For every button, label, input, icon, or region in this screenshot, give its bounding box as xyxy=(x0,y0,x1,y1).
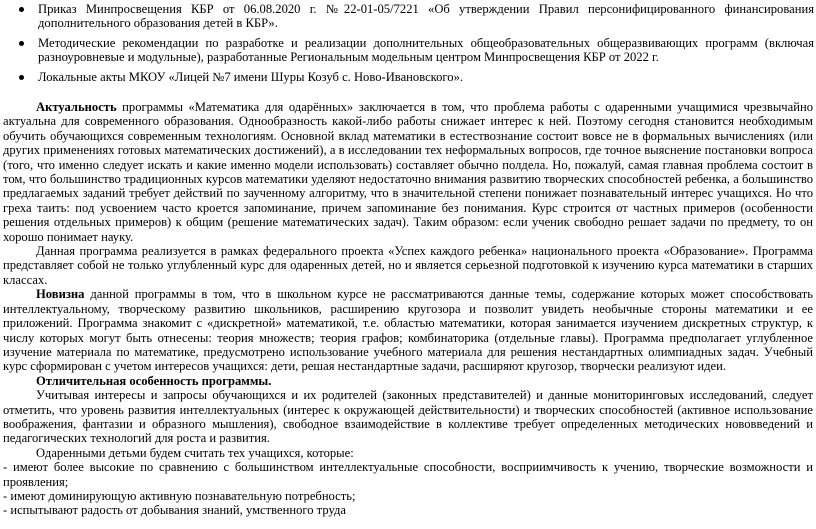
actuality-text: программы «Математика для одарённых» заключается в том, что проблема работы с одаренными учащимися чрезвычайно актуальна для современного образования. Однообразность какой-либо работы снижает интерес к ней. Поэтому сегодня становится необходимым обучить обучающихся современным технологиям. Основной вклад математики в естествознание состоит вовсе не в формальных вычислениях (или других применениях готовых математических достижений), а в исследовании тех неформальных вопросов, где точное выяснение постановки вопроса (того, что именно следует искать и какие именно модели использовать) составляет обычно полдела. Но, пожалуй, самая главная проблема состоит в том, что большинство традиционных курсов математики уделяют недостаточно внимания развитию творческих способностей ребенка, а большинство предлагаемых заданий требует действий по заученному алгоритму, что в значительной степени понижает познавательный интерес учащихся. Но что греха таить: под усвоением часто кроется запоминание, причем запоминание без понимания. Курс строится от частных примеров (особенности решения отдельных примеров) к общим (решение математических задач). Таким образом: если ученик свободно решает задачи по предмету, то он хорошо понимает науку. xyxy=(3,100,813,244)
gifted-intro: Одаренными детьми будем считать тех учащихся, которые: xyxy=(36,445,354,460)
gifted-item: - имеют более высокие по сравнению с большинством интеллектуальные способности, восприимчивость к учению, творческие возможности и проявления; xyxy=(3,460,813,489)
list-item xyxy=(0,2,816,31)
actuality-paragraph xyxy=(3,100,813,244)
document-body xyxy=(3,100,813,518)
bullet-icon xyxy=(19,75,24,80)
federal-paragraph: Данная программа реализуется в рамках федерального проекта «Успех каждого ребенка» национального проекта «Образование». Программа представляет собой не только углубленный курс для одаренных детей, но и является серьезной подготовкой к изучению курса математики в старших классах. xyxy=(3,244,813,287)
distinctive-heading: Отличительная особенность программы. xyxy=(36,373,272,388)
legal-basis-list xyxy=(0,2,816,89)
list-item-text: Приказ Минпросвещения КБР от 06.08.2020 г. №22-01-05/7221 «Об утверждении Правил персонифицированного финансирования дополнительного образования детей в КБР». xyxy=(38,2,814,31)
gifted-item: - имеют доминирующую активную познавательную потребность; xyxy=(3,488,356,503)
novelty-term: Новизна xyxy=(36,287,85,302)
novelty-paragraph xyxy=(3,287,813,373)
list-item-text: Методические рекомендации по разработке и реализации дополнительных общеобразовательных общеразвивающих программ (включая разноуровневые и модульные), разработанные Региональным модельным центром Минпросвещения КБР от 2022 г. xyxy=(38,35,814,65)
list-item xyxy=(0,70,816,84)
actuality-term: Актуальность xyxy=(36,100,117,114)
novelty-text: данной программы в том, что в школьном курсе не рассматриваются данные темы, содержание которых может способствовать интеллектуальному, творческому развитию школьников, расширению кругозора и позволит увидеть необычные стороны математики и ее приложений. Программа знакомит с «дискретной» математикой, т.е. областью математики, которая занимается изучением дискретных структур, к числу которых могут быть отнесены: теория множеств; теория графов; комбинаторика (отдельные главы). Программа предполагает углубленное изучение материала по математике, предусмотрено использование учебного материала для решения нестандартных олимпиадных задач. Учебный курс сформирован с учетом интересов учащихся: дети, решая нестандартные задачи, расширяют кругозор, творчески реализуют идеи. xyxy=(3,287,813,374)
list-item xyxy=(0,36,816,65)
distinctive-paragraph: Учитывая интересы и запросы обучающихся и их родителей (законных представителей) и данные мониторинговых исследований, следует отметить, что уровень развития интеллектуальных (интерес к окружающей действительности) и творческих способностей (активное использование воображения, фантазии и образного мышления), свободное взаимодействие в коллективе требует определенных методических нововведений и педагогических технологий для роста и развития. xyxy=(3,388,813,446)
bullet-icon xyxy=(19,41,24,46)
gifted-item: - испытывают радость от добывания знаний, умственного труда xyxy=(3,503,346,518)
list-item-text: Локальные акты МКОУ «Лицей №7 имени Шуры Козуб с. Ново-Ивановского». xyxy=(38,69,464,84)
bullet-icon xyxy=(19,7,24,12)
